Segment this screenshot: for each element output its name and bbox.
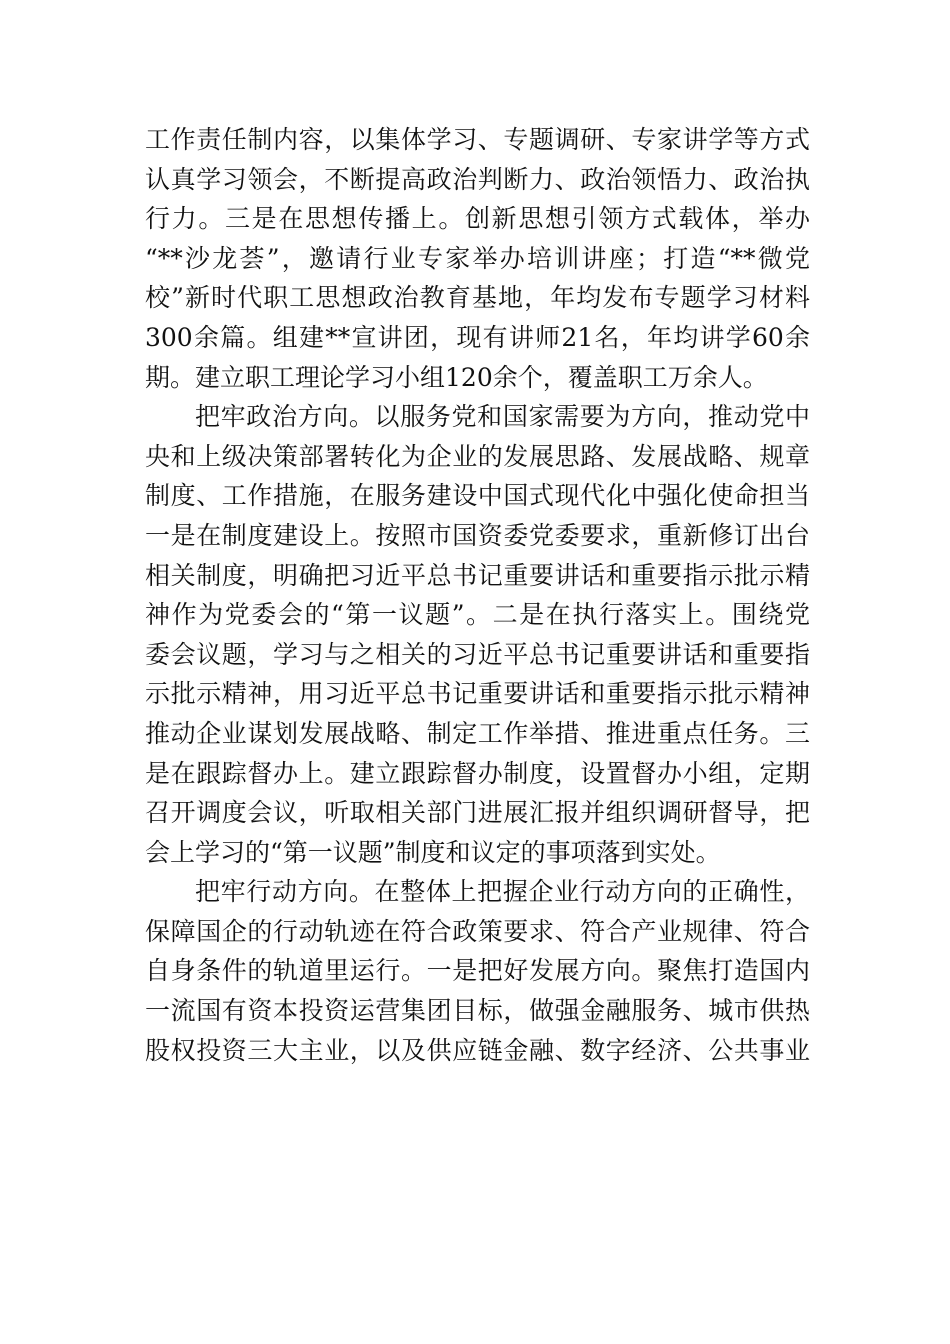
text-line: 保障国企的行动轨迹在符合政策要求、符合产业规律、符合: [145, 916, 810, 946]
text-line: 是在跟踪督办上。建立跟踪督办制度，设置督办小组，定期: [145, 758, 810, 788]
text-line: 一是在制度建设上。按照市国资委党委要求，重新修订出台: [145, 520, 810, 550]
text-line: 股权投资三大主业，以及供应链金融、数字经济、公共事业: [145, 1035, 810, 1065]
text-line: 认真学习领会，不断提高政治判断力、政治领悟力、政治执: [145, 164, 810, 194]
text-line: 把牢政治方向。以服务党和国家需要为方向，推动党中: [195, 402, 810, 432]
text-line: 一流国有资本投资运营集团目标，做强金融服务、城市供热: [145, 996, 810, 1026]
paragraph-2: [145, 397, 810, 872]
text-line: 委会议题，学习与之相关的习近平总书记重要讲话和重要指: [145, 639, 810, 669]
text-line: 制度、工作措施，在服务建设中国式现代化中强化使命担当: [145, 481, 810, 511]
text-line: 300余篇。组建**宣讲团，现有讲师21名，年均讲学60余: [145, 322, 810, 352]
body-text: [145, 120, 810, 1070]
paragraph-3: [145, 872, 810, 1070]
text-line: 自身条件的轨道里运行。一是把好发展方向。聚焦打造国内: [145, 956, 810, 986]
text-line: 相关制度，明确把习近平总书记重要讲话和重要指示批示精: [145, 560, 810, 590]
text-line: 校”新时代职工思想政治教育基地，年均发布专题学习材料: [145, 283, 810, 313]
text-line: 召开调度会议，听取相关部门进展汇报并组织调研督导，把: [145, 798, 810, 828]
text-line: 行力。三是在思想传播上。创新思想引领方式载体，举办: [145, 204, 810, 234]
text-line: 示批示精神，用习近平总书记重要讲话和重要指示批示精神: [145, 679, 810, 709]
text-line: 神作为党委会的“第一议题”。二是在执行落实上。围绕党: [145, 600, 810, 630]
text-line: 把牢行动方向。在整体上把握企业行动方向的正确性，: [195, 877, 810, 907]
text-line: 期。建立职工理论学习小组120余个，覆盖职工万余人。: [145, 362, 768, 392]
text-line: 推动企业谋划发展战略、制定工作举措、推进重点任务。三: [145, 718, 810, 748]
text-line: 央和上级决策部署转化为企业的发展思路、发展战略、规章: [145, 441, 810, 471]
text-line: 会上学习的“第一议题”制度和议定的事项落到实处。: [145, 837, 721, 867]
text-line: 工作责任制内容，以集体学习、专题调研、专家讲学等方式: [145, 125, 810, 154]
paragraph-1: [145, 120, 810, 397]
text-line: “**沙龙荟”，邀请行业专家举办培训讲座；打造“**微党: [145, 243, 810, 273]
